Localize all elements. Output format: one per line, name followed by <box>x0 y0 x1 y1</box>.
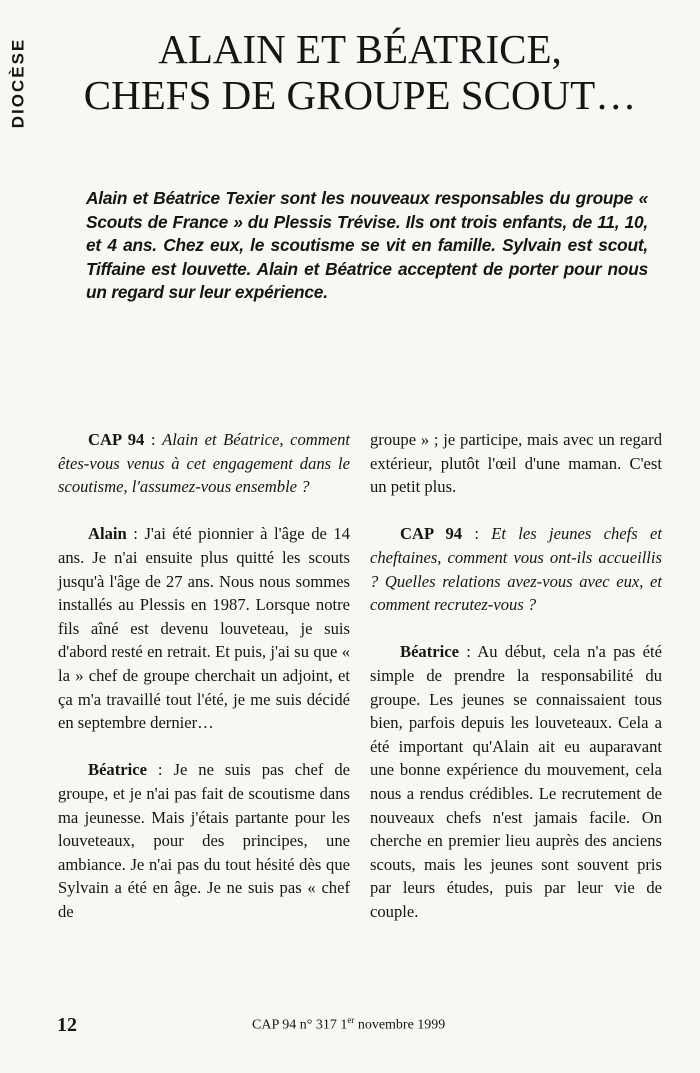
article-title <box>60 26 660 118</box>
answer-text: Je ne suis pas chef de groupe, et je n'ai pas fait de scoutisme dans ma jeunesse. Mais j'étais partante pour les louveteaux, pour des principes, une ambiance. Je n'ai pas du tout hésité dès que Sylvain a été en âge. Je ne suis pas « chef de <box>58 760 350 921</box>
issue-main: CAP 94 n° 317 1 <box>252 1017 348 1033</box>
separator: : <box>144 430 163 449</box>
question-text: Et les jeunes chefs et cheftaines, comment vous ont-ils accueillis ? Quelles relations avez-vous avec eux, et comment recrutez-vous ? <box>370 524 662 615</box>
section-label <box>4 18 32 148</box>
issue-date: novembre 1999 <box>354 1017 446 1033</box>
answer-continuation: groupe » ; je participe, mais avec un regard extérieur, plutôt l'œil d'une maman. C'est un petit plus. <box>370 430 662 497</box>
separator: : <box>462 524 492 544</box>
answer-beatrice-2 <box>370 640 662 923</box>
speaker-label: CAP 94 <box>88 430 145 449</box>
question-1 <box>58 428 350 499</box>
speaker-label: Béatrice <box>400 642 459 662</box>
separator: : <box>126 524 145 544</box>
answer-beatrice-1 <box>58 758 350 923</box>
title-line-1: ALAIN ET BÉATRICE, <box>158 26 562 72</box>
right-column <box>370 428 662 947</box>
section-label-text: DIOCÈSE <box>8 37 27 129</box>
title-line-2: CHEFS DE GROUPE SCOUT… <box>83 72 637 118</box>
separator: : <box>146 760 174 780</box>
speaker-label: Béatrice <box>88 760 147 780</box>
answer-text: J'ai été pionnier à l'âge de 14 ans. Je n'ai ensuite plus quitté les scouts jusqu'à l'âge de 27 ans. Nous nous sommes installés au Plessis en 1987. Lorsque notre fils aîné est devenu louveteau, je suis d'abord resté en retrait. Et puis, j'ai su que « la » chef de groupe cherchait un adjoint, et ça m'a travaillé tout l'été, je me suis décidé en septembre dernier… <box>58 524 350 733</box>
issue-info <box>252 1015 445 1034</box>
speaker-label: Alain <box>88 524 127 544</box>
answer-alain <box>58 522 350 734</box>
issue-sup: er <box>347 1015 355 1025</box>
left-column <box>58 428 350 947</box>
speaker-label: CAP 94 <box>400 524 463 544</box>
separator: : <box>458 642 478 662</box>
question-text: Alain et Béatrice, comment êtes-vous venus à cet engagement dans le scoutisme, l'assumez-vous ensemble ? <box>58 430 350 497</box>
page-number: 12 <box>57 1014 77 1036</box>
answer-text: Au début, cela n'a pas été simple de prendre la responsabilité du groupe. Les jeunes se connaissaient tous bien, parfois depuis les louveteaux. Cela a été important qu'Alain ait eu auparavant une bonne expérience du mouvement, cela nous a rendus crédibles. Le recrutement de nouveaux chefs n'est jamais facile. On cherche en premier lieu auprès des anciens scouts, mais les jeunes sont souvent pris par leurs études, puis par leur vie de couple. <box>370 642 662 921</box>
lead-paragraph: Alain et Béatrice Texier sont les nouveaux responsables du groupe « Scouts de France » du Plessis Trévise. Ils ont trois enfants, de 11, 10, et 4 ans. Chez eux, le scoutisme se vit en famille. Sylvain est scout, Tiffaine est louvette. Alain et Béatrice acceptent de porter pour nous un regard sur leur expérience. <box>86 188 648 303</box>
question-2 <box>370 522 662 616</box>
